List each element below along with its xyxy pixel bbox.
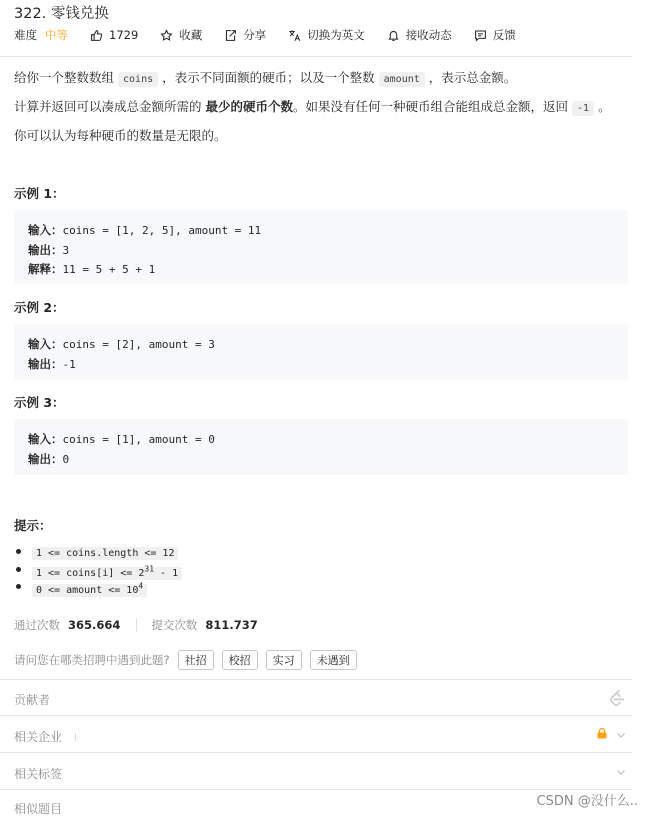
interview-question: 请问您在哪类招聘中遇到此题? [14, 653, 170, 667]
divider [0, 679, 632, 680]
difficulty-value: 中等 [45, 28, 68, 42]
feedback-button[interactable] [474, 27, 516, 43]
campus-recruit-button[interactable]: 校招 [222, 650, 258, 670]
divider-mark [75, 733, 76, 741]
problem-meta-bar [14, 26, 538, 44]
hint-item: 1 <= coins[i] <= $2^{31} - 1$ [32, 561, 182, 579]
lock-icon [597, 728, 607, 739]
example-2-input: coins = [2], amount = 3 [62, 338, 215, 351]
example-1-box: 输入：coins = [1, 2, 5], amount = 11 输出：3 解释：11 = 5 + 5 + 1 [14, 210, 628, 284]
divider [0, 715, 632, 716]
contributors-label: 贡献者 [14, 693, 51, 707]
subscribe-label: 接收动态 [405, 28, 452, 42]
hints-list [32, 543, 182, 596]
related-companies-section[interactable] [14, 728, 628, 745]
thumbs-up-icon [90, 29, 103, 42]
contributors-section[interactable] [14, 691, 628, 708]
translate-label: 切换为英文 [307, 28, 365, 42]
example-3-box: 输入：coins = [1], amount = 0 输出：0 [14, 419, 628, 475]
code-coins: coins [118, 72, 158, 87]
chevron-down-icon [616, 730, 626, 740]
hint-item: 1 <= coins.length <= 12 [32, 543, 182, 561]
description-paragraph-2: 计算并返回可以凑成总金额所需的 最少的硬币个数。如果没有任何一种硬币组合能组成总金额，返回 -1 。 [14, 99, 611, 114]
description-paragraph-1: 给你一个整数数组 coins ，表示不同面额的硬币；以及一个整数 amount ，表示总金额。 [14, 70, 517, 85]
related-tags-section[interactable] [14, 765, 628, 782]
submissions-label: 提交次数 [151, 618, 198, 632]
example-1-explain: 11 = 5 + 5 + 1 [62, 263, 156, 276]
submission-stats [14, 617, 258, 633]
submissions-count: 811.737 [205, 618, 258, 632]
share-icon [224, 29, 237, 42]
example-2-title: 示例 2： [14, 300, 65, 315]
example-1-output: 3 [62, 243, 70, 257]
chevron-down-icon [616, 767, 626, 777]
example-1-input: coins = [1, 2, 5], amount = 11 [62, 224, 262, 237]
feedback-icon [474, 29, 487, 42]
hint-item: 0 <= amount <= $10^4$ [32, 578, 182, 596]
example-3-input: coins = [1], amount = 0 [62, 433, 215, 446]
example-3-title: 示例 3： [14, 395, 65, 410]
subscribe-button[interactable] [387, 27, 452, 43]
not-encountered-button[interactable]: 未遇到 [310, 650, 357, 670]
translate-button[interactable] [288, 27, 365, 43]
code-minus-one: -1 [572, 101, 594, 116]
difficulty-label: 难度 [14, 28, 37, 42]
like-count: 1729 [109, 28, 139, 42]
example-2-output: -1 [62, 357, 76, 371]
accepted-count: 365.664 [68, 618, 121, 632]
leetcode-logo-icon [606, 688, 628, 710]
feedback-label: 反馈 [492, 28, 516, 42]
related-tags-label: 相关标签 [14, 767, 63, 781]
interview-question-row [14, 650, 357, 670]
example-2-box: 输入：coins = [2], amount = 3 输出：-1 [14, 324, 628, 380]
description-paragraph-3: 你可以认为每种硬币的数量是无限的。 [14, 128, 227, 143]
divider [0, 752, 632, 753]
example-3-output: 0 [62, 452, 70, 466]
hints-title: 提示： [14, 518, 52, 533]
header-divider [0, 56, 632, 57]
favorite-label: 收藏 [179, 28, 203, 42]
problem-title: 322. 零钱兑换 [14, 6, 109, 22]
star-icon [160, 29, 173, 42]
favorite-button[interactable] [160, 27, 202, 43]
bell-icon [387, 29, 400, 42]
internship-button[interactable]: 实习 [266, 650, 302, 670]
example-1-title: 示例 1： [14, 186, 65, 201]
bold-min-coins: 最少的硬币个数 [205, 99, 294, 114]
stats-divider [136, 618, 137, 632]
related-companies-label: 相关企业 [14, 730, 63, 744]
share-button[interactable] [224, 27, 266, 43]
csdn-watermark: CSDN @没什么.. [536, 794, 638, 809]
code-amount: amount [379, 72, 425, 87]
social-recruit-button[interactable]: 社招 [178, 650, 214, 670]
like-button[interactable] [90, 28, 138, 42]
translate-icon [288, 29, 301, 42]
similar-problems-label: 相似题目 [14, 802, 63, 816]
accepted-label: 通过次数 [14, 618, 60, 632]
share-label: 分享 [243, 28, 267, 42]
